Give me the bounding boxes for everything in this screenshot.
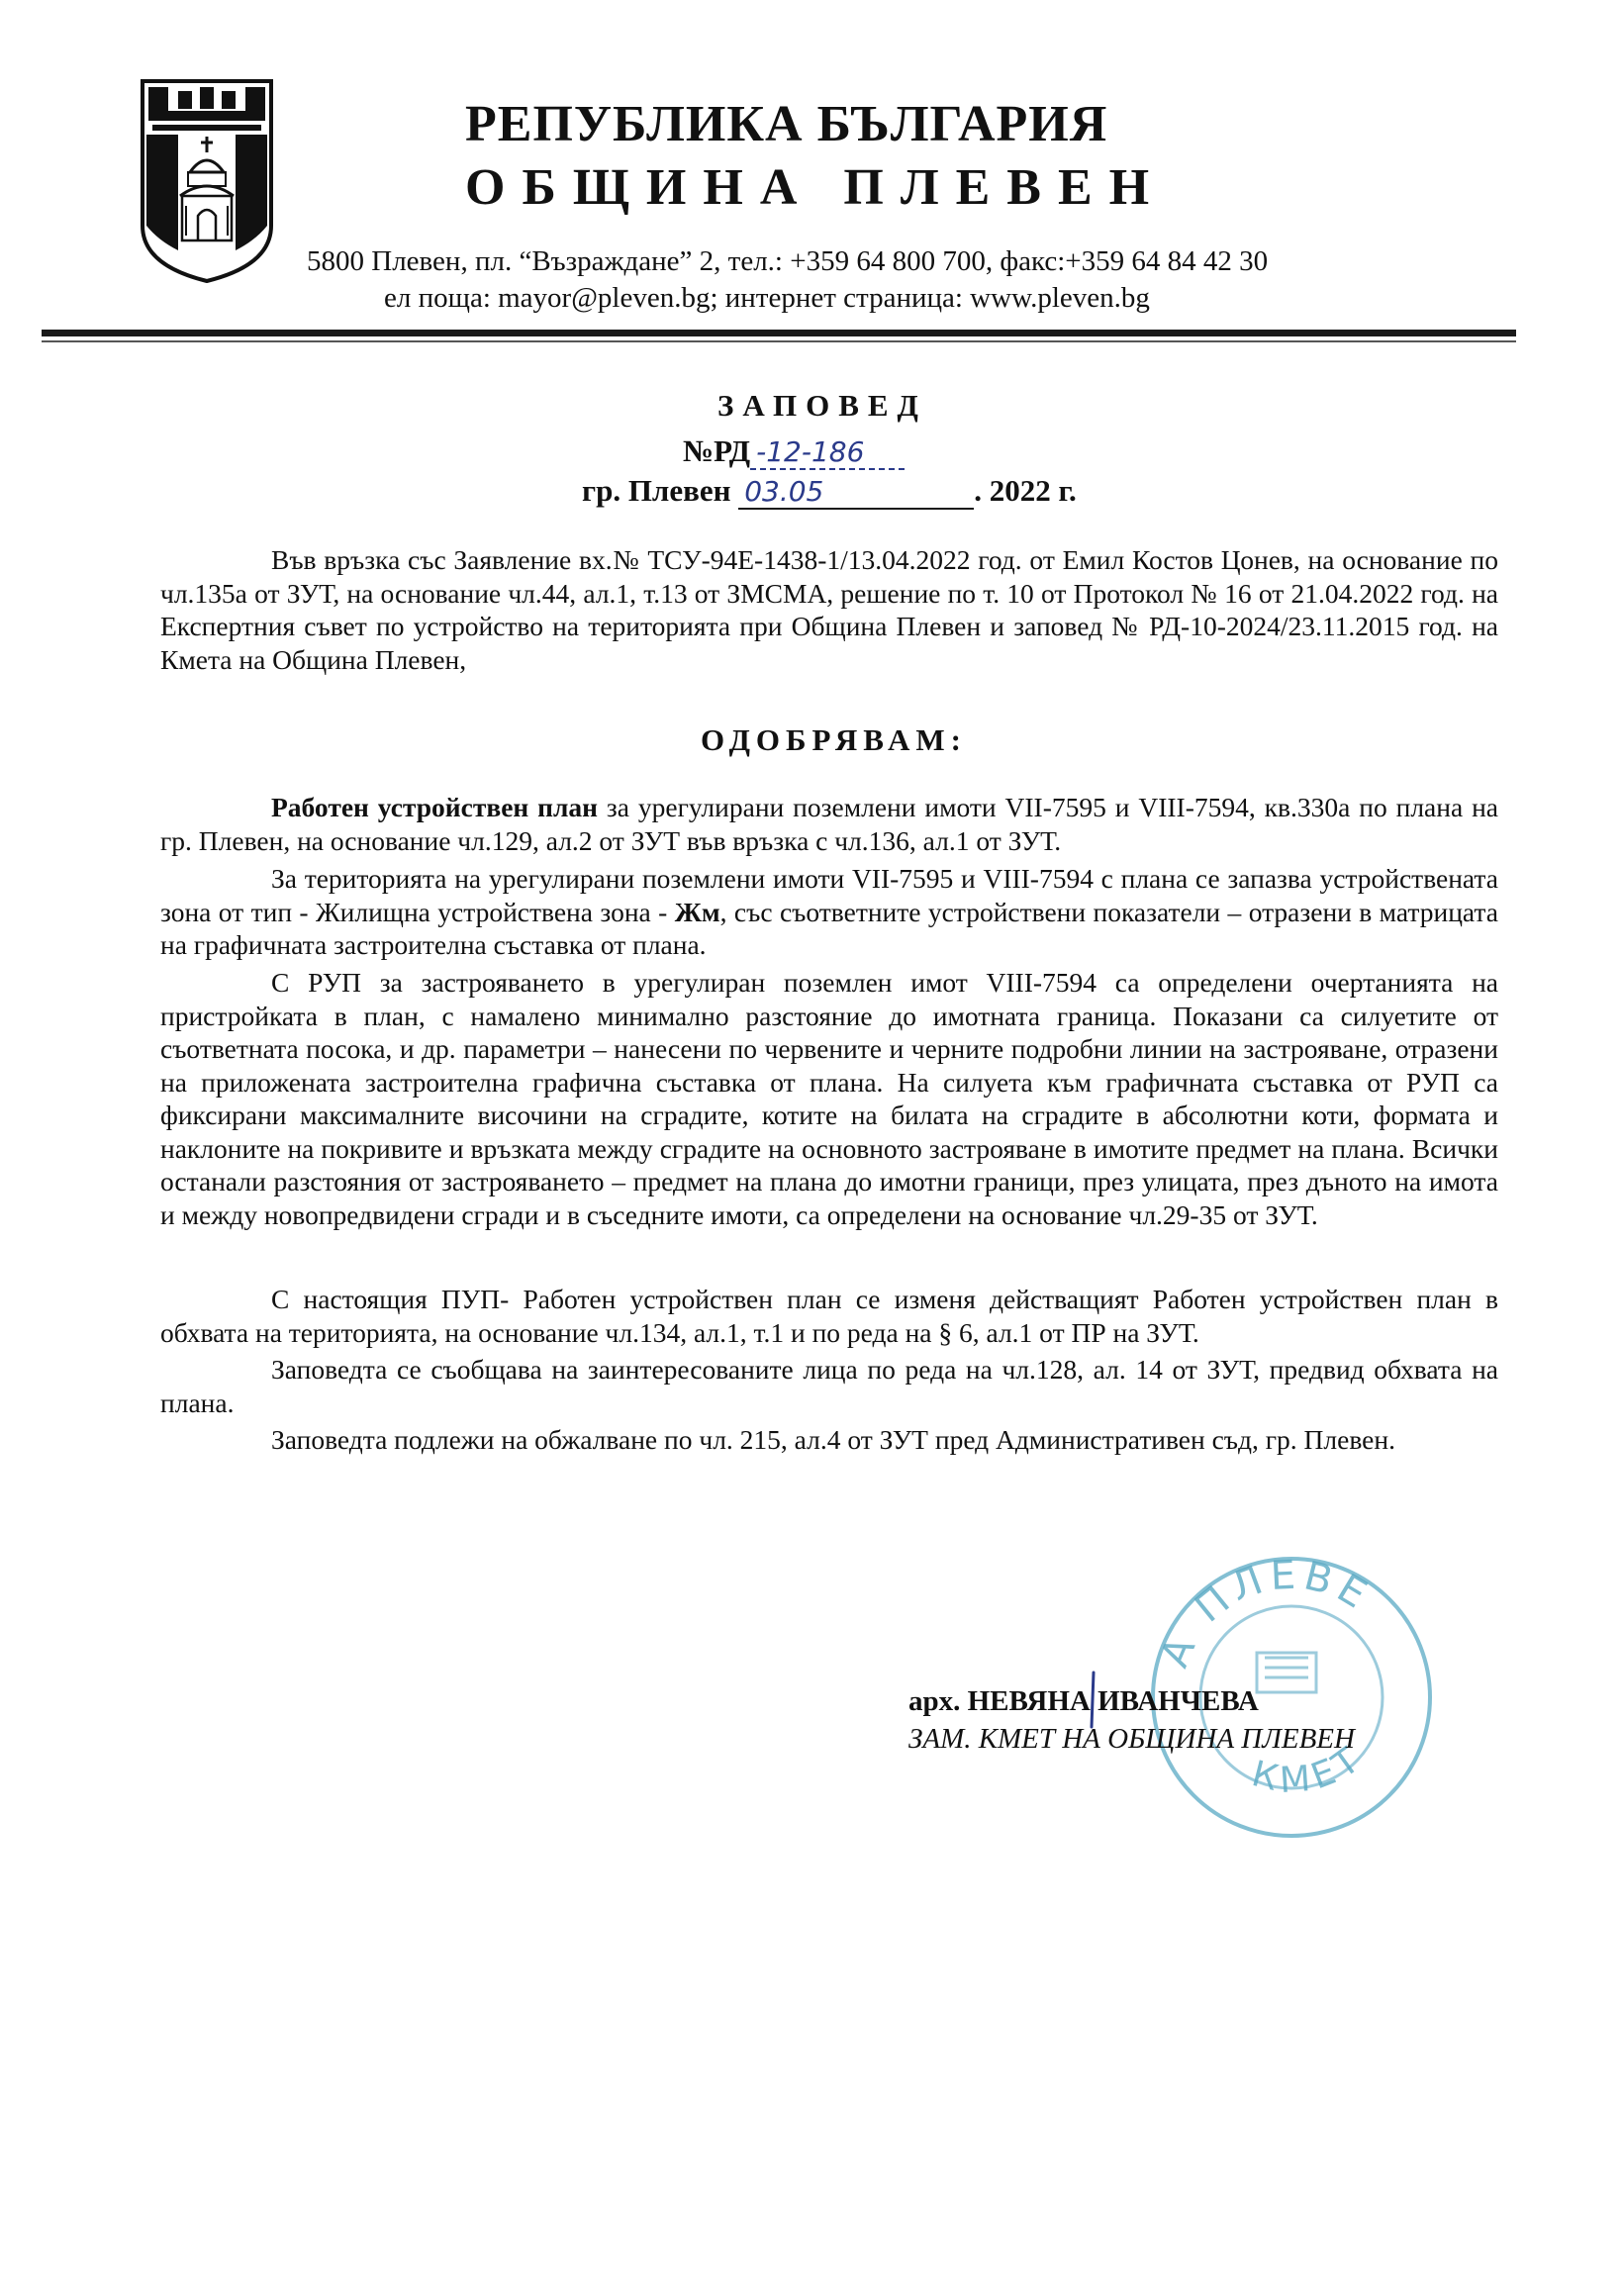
- paragraph-2: [160, 862, 1498, 962]
- paragraph-4: С настоящия ПУП- Работен устройствен план се изменя действащият Работен устройствен план в обхвата на територията, на основание чл.134, ал.1, т.1 и по реда на § 6, ал.1 от ПР на ЗУТ.: [160, 1284, 1498, 1348]
- header-title: РЕПУБЛИКА БЪЛГАРИЯ: [465, 96, 1108, 152]
- signatory-role: ЗАМ. КМЕТ НА ОБЩИНА ПЛЕВЕН: [908, 1723, 1355, 1755]
- paragraph-3: С РУП за застрояването в урегулиран поземлен имот VIII-7594 са определени очертанията на пристройката в план, с намалено минимално разстояние до имотната граница. Показани са силуетите от съответната посока, и др. параметри – нанесени по червените и черните подробни линии на застрояване, отразени на приложената застроителна графична съставка от плана. На силуета към графичната съставка от РУП са фиксирани максималните височини на сградите, котите на билата на сградите в абсолютни коти, формата и наклоните на покривите и връзката между сградите на основното застрояване в имотите предмет на плана. Всички останали разстояния от застрояването – предмет на плана до имотни граници, през улицата, през дъното на имота и между новопредвидени сгради и в съседните имоти, са определени на основание чл.29-35 от ЗУТ.: [160, 967, 1498, 1230]
- pleven-coat-of-arms-icon: [139, 77, 275, 285]
- paragraph-2-bold: Жм: [674, 896, 720, 927]
- paragraph-1-text: за урегулирани поземлени имоти VII-7595 и VIII-7594, кв.330а по плана на гр. Плевен, на основание чл.129, ал.2 от ЗУТ във връзка с чл.136, ал.1 от ЗУТ.: [160, 792, 1499, 856]
- order-date-prefix: гр. Плевен: [582, 473, 731, 508]
- order-title: ЗАПОВЕД: [717, 388, 927, 423]
- stamp-text-top: А ПЛЕВЕ: [1152, 1552, 1380, 1674]
- paragraph-1: [160, 791, 1498, 857]
- order-number-handwritten: -12-186: [750, 435, 905, 470]
- paragraph-6: Заповедта подлежи на обжалване по чл. 215, ал.4 от ЗУТ пред Административен съд, гр. Плевен.: [271, 1424, 1395, 1455]
- intro-paragraph: Във връзка със Заявление вх.№ ТСУ-94Е-1438-1/13.04.2022 год. от Емил Костов Цонев, на основание по чл.135а от ЗУТ, на основание чл.44, ал.1, т.13 от ЗМСМА, решение по т. 10 от Протокол № 16 от 21.04.2022 год. на Експертния съвет по устройство на територията при Община Плевен и заповед № РД-10-2024/23.11.2015 год. на Кмета на Община Плевен,: [160, 544, 1498, 675]
- signatory-name: арх. НЕВЯНА ИВАНЧЕВА: [908, 1685, 1259, 1717]
- header-subtitle: ОБЩИНА ПЛЕВЕН: [465, 159, 1167, 216]
- stamp-text-bottom: КМЕТ: [1247, 1737, 1372, 1802]
- header-address: 5800 Плевен, пл. “Възраждане” 2, тел.: +359 64 800 700, факс:+359 64 84 42 30: [307, 245, 1269, 277]
- order-date-suffix: . 2022 г.: [974, 473, 1077, 508]
- order-number-prefix: №РД: [683, 433, 751, 468]
- paragraph-2-start: За територията на урегулирани поземлени имоти VII-7595 и VIII-7594 с плана се запазва устройствената зона от тип - Жилищна устройствена зона -: [160, 863, 1498, 927]
- paragraph-2-end: , със съответните устройствени показатели – отразени в матрицата на графичната застроителна съставка от плана.: [160, 896, 1498, 960]
- order-date-handwritten: 03.05: [738, 475, 974, 510]
- paragraph-1-bold: Работен устройствен план: [271, 792, 599, 822]
- order-number: [683, 433, 905, 470]
- header-divider: [42, 330, 1516, 336]
- header-contacts: ел поща: mayor@pleven.bg; интернет страница: www.pleven.bg: [384, 282, 1150, 314]
- order-date: [582, 473, 1077, 510]
- paragraph-5: Заповедта се съобщава на заинтересованите лица по реда на чл.128, ал. 14 от ЗУТ, предвид обхвата на плана.: [160, 1354, 1498, 1418]
- approve-heading: ОДОБРЯВАМ:: [701, 722, 967, 757]
- header-divider-thin: [42, 340, 1516, 342]
